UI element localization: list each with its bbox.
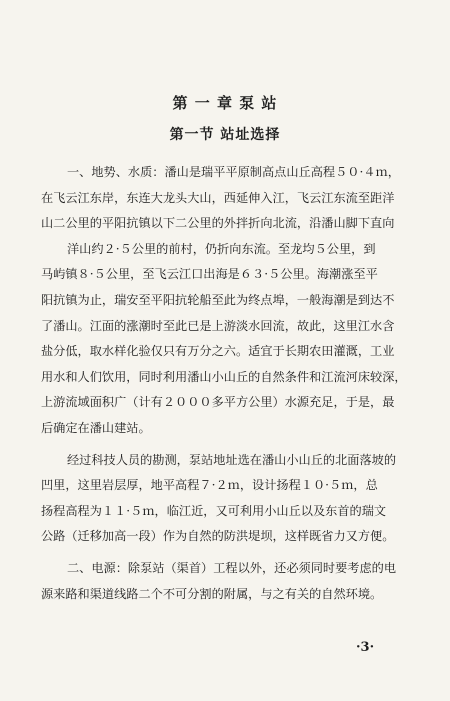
section-title: 第一节 站址选择 [169, 127, 281, 143]
text-line: 了潘山。江面的涨潮时至此已是上游淡水回流，故此，这里江水含 [41, 318, 395, 333]
text-line: 阳抗镇为止，瑞安至平阳抗轮船至此为终点埠，一般海潮是到达不 [41, 292, 395, 307]
text-line: 公路（迁移加高一段）作为自然的防洪堤坝，这样既省力又方便。 [41, 529, 395, 544]
paragraph-power-source [41, 556, 427, 607]
body-text [41, 160, 427, 607]
text-line: 后确定在潘山建站。 [41, 420, 151, 435]
text-line: 山二公里的平阳抗镇以下二公里的外拌折向北流，沿潘山脚下直向 [41, 216, 395, 231]
text-line: 在飞云江东岸，东连大龙头大山，西延伸入江，飞云江东流至距洋 [41, 190, 395, 205]
text-line: 洋山约２·５公里的前村，仍折向东流。至龙均５公里，到 [67, 241, 376, 256]
text-line: 马屿镇８·５公里，至飞云江口出海是６３·５公里。海潮涨至平 [41, 267, 378, 282]
chapter-title: 第 一 章 泵 站 [172, 94, 278, 112]
text-line: 凹里，这里岩层厚，地平高程７·２ｍ，设计扬程１０·５ｍ，总 [41, 478, 378, 493]
text-line: 用水和人们饮用，同时利用潘山小山丘的自然条件和江流河床较深， [41, 369, 407, 384]
paragraph-survey [41, 448, 427, 550]
page-number: ·3· [356, 640, 375, 655]
paragraph-terrain-water [41, 160, 427, 442]
text-line: 扬程高程为１１·５ｍ，临江近，又可利用小山丘以及东首的瑞文 [41, 503, 387, 518]
text-line: 一、地势、水质：潘山是瑞平平原制高点山丘高程５０·４ｍ， [67, 165, 400, 179]
text-line: 上游流域面积广（计有２０００多平方公里）水源充足，于是，最 [41, 395, 395, 410]
text-line: 源来路和渠道线路二个不可分割的附属，与之有关的自然环境。 [41, 586, 383, 601]
text-line: 盐分低，取水样化验仅只有万分之六。适宜于长期农田灌溉，工业 [41, 344, 395, 359]
text-line: 经过科技人员的勘测，泵站地址选在潘山小山丘的北面落坡的 [67, 452, 397, 467]
text-line: 二、电源：除泵站（渠首）工程以外，还必须同时要考虑的电 [67, 560, 397, 575]
